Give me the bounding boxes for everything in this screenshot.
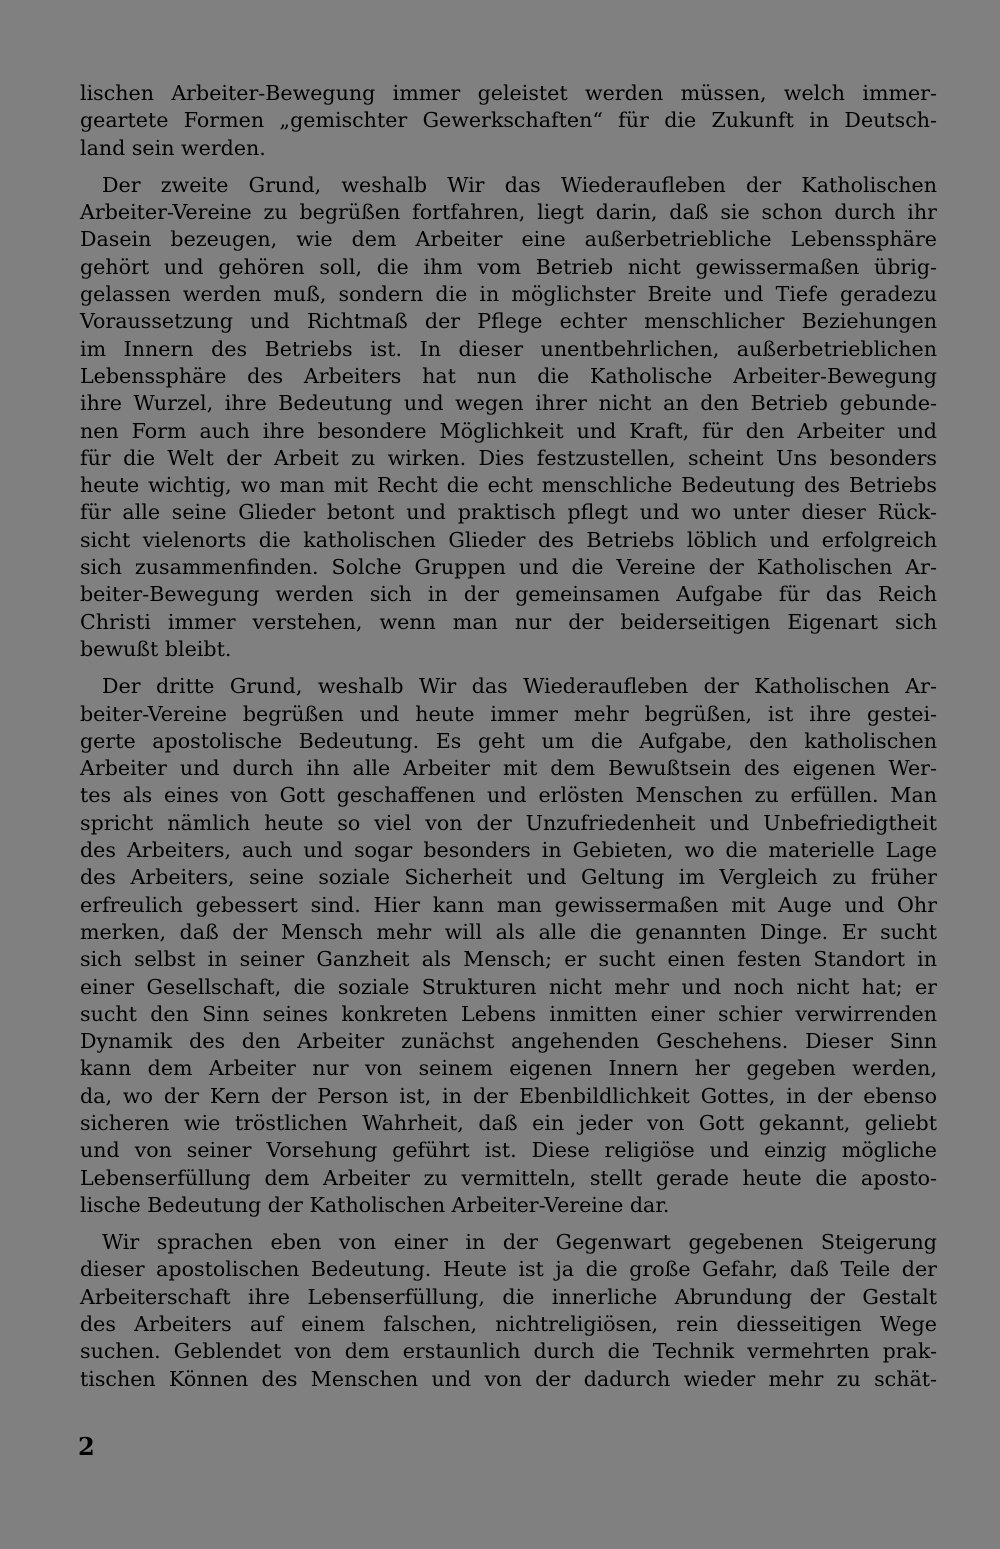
text-line: bewußt bleibt. <box>80 636 232 661</box>
text-line: dieser apostolischen Bedeutung. Heute ist ja die große Gefahr, daß Teile der <box>80 1257 937 1282</box>
text-line: gerte apostolische Bedeutung. Es geht um die Aufgabe, den katholischen <box>80 728 937 753</box>
text-line: geartete Formen „gemischter Gewerkschaften“ für die Zukunft in Deutsch- <box>80 108 937 133</box>
text-line: erfreulich gebessert sind. Hier kann man gewissermaßen mit Auge und Ohr <box>80 892 937 917</box>
text-line: für alle seine Glieder betont und praktisch pflegt und wo unter dieser Rück- <box>80 500 937 525</box>
text-line: gelassen werden muß, sondern die in möglichster Breite und Tiefe geradezu <box>80 282 937 307</box>
paragraph-4 <box>80 1229 937 1393</box>
text-line: des Arbeiters auf einem falschen, nichtreligiösen, rein diesseitigen Wege <box>80 1312 937 1337</box>
text-line: da, wo der Kern der Person ist, in der Ebenbildlichkeit Gottes, in der ebenso <box>80 1083 937 1108</box>
text-line: des Arbeiters, seine soziale Sicherheit und Geltung im Vergleich zu früher <box>80 865 937 890</box>
text-line: Der zweite Grund, weshalb Wir das Wiederaufleben der Katholischen <box>102 172 937 197</box>
page-number: 2 <box>78 1432 95 1461</box>
text-line: land sein werden. <box>80 135 266 160</box>
text-line: kann dem Arbeiter nur von seinem eigenen Innern her gegeben werden, <box>80 1056 937 1081</box>
text-line: Dasein bezeugen, wie dem Arbeiter eine außerbetriebliche Lebenssphäre <box>80 227 937 252</box>
paragraph-1 <box>80 80 937 162</box>
text-line: merken, daß der Mensch mehr will als alle die genannten Dinge. Er sucht <box>80 919 937 944</box>
text-line: sicheren wie tröstlichen Wahrheit, daß ein jeder von Gott gekannt, geliebt <box>80 1110 937 1135</box>
text-line: Dynamik des den Arbeiter zunächst angehenden Geschehens. Dieser Sinn <box>80 1029 937 1054</box>
text-line: Christi immer verstehen, wenn man nur der beiderseitigen Eigenart sich <box>80 609 937 634</box>
text-line: nen Form auch ihre besondere Möglichkeit und Kraft, für den Arbeiter und <box>80 418 937 443</box>
text-line: lischen Arbeiter-Bewegung immer geleistet werden müssen, welch immer- <box>80 81 937 105</box>
text-line: tischen Können des Menschen und von der dadurch wieder mehr zu schät- <box>80 1366 937 1391</box>
text-line: sich zusammenfinden. Solche Gruppen und die Vereine der Katholischen Ar- <box>80 555 937 580</box>
text-line: Voraussetzung und Richtmaß der Pflege echter menschlicher Beziehungen <box>80 309 937 334</box>
text-line: sicht vielenorts die katholischen Glieder des Betriebs löblich und erfolgreich <box>80 527 937 552</box>
text-line: Wir sprachen eben von einer in der Gegenwart gegebenen Steigerung <box>102 1230 937 1255</box>
paragraph-3 <box>80 673 937 1219</box>
text-line: heute wichtig, wo man mit Recht die echt menschliche Bedeutung des Betriebs <box>80 473 937 498</box>
text-line: beiter-Vereine begrüßen und heute immer mehr begrüßen, ist ihre gestei- <box>80 701 937 726</box>
text-line: sich selbst in seiner Ganzheit als Mensch; er sucht einen festen Standort in <box>80 947 937 972</box>
text-line: spricht nämlich heute so viel von der Unzufriedenheit und Unbefriedigtheit <box>80 810 937 835</box>
text-line: gehört und gehören soll, die ihm vom Betrieb nicht gewissermaßen übrig- <box>80 254 937 279</box>
text-line: Der dritte Grund, weshalb Wir das Wiederaufleben der Katholischen Ar- <box>102 674 937 699</box>
text-line: suchen. Geblendet von dem erstaunlich durch die Technik vermehrten prak- <box>80 1339 937 1364</box>
text-line: einer Gesellschaft, die soziale Strukturen nicht mehr und noch nicht hat; er <box>80 974 937 999</box>
text-line: Lebenssphäre des Arbeiters hat nun die Katholische Arbeiter-Bewegung <box>80 363 937 388</box>
text-line: und von seiner Vorsehung geführt ist. Diese religiöse und einzig mögliche <box>80 1138 937 1163</box>
text-line: Arbeiter-Vereine zu begrüßen fortfahren, liegt darin, daß sie schon durch ihr <box>80 200 937 225</box>
text-line: Lebenserfüllung dem Arbeiter zu vermitteln, stellt gerade heute die aposto- <box>80 1165 937 1190</box>
text-line: des Arbeiters, auch und sogar besonders in Gebieten, wo die materielle Lage <box>80 838 937 863</box>
text-line: für die Welt der Arbeit zu wirken. Dies festzustellen, scheint Uns besonders <box>80 445 937 470</box>
text-line: Arbeiter und durch ihn alle Arbeiter mit dem Bewußtsein des eigenen Wer- <box>80 756 937 781</box>
text-line: Arbeiterschaft ihre Lebenserfüllung, die innerliche Abrundung der Gestalt <box>80 1284 937 1309</box>
page-body <box>80 80 937 1393</box>
text-line: lische Bedeutung der Katholischen Arbeiter-Vereine dar. <box>80 1192 670 1217</box>
text-line: im Innern des Betriebs ist. In dieser unentbehrlichen, außerbetrieblichen <box>80 336 937 361</box>
paragraph-2 <box>80 172 937 663</box>
text-line: beiter-Bewegung werden sich in der gemeinsamen Aufgabe für das Reich <box>80 582 937 607</box>
text-line: sucht den Sinn seines konkreten Lebens inmitten einer schier verwirrenden <box>80 1001 937 1026</box>
text-line: ihre Wurzel, ihre Bedeutung und wegen ihrer nicht an den Betrieb gebunde- <box>80 391 937 416</box>
text-line: tes als eines von Gott geschaffenen und erlösten Menschen zu erfüllen. Man <box>80 783 937 808</box>
